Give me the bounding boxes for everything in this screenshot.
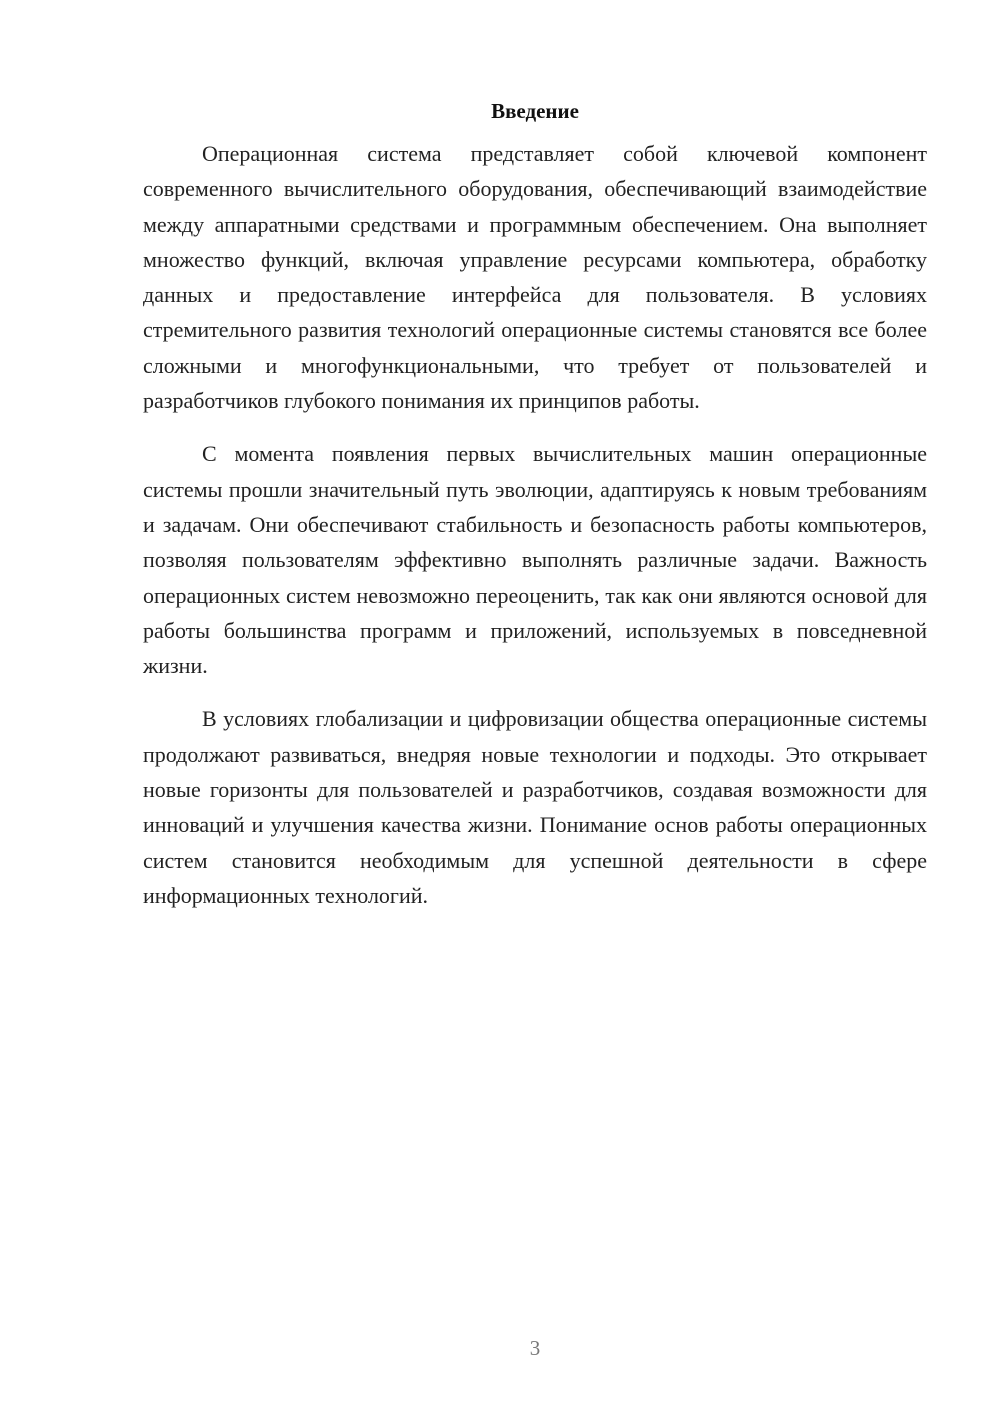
page-number: 3 [529,1336,541,1360]
page-title: Введение [491,99,579,123]
paragraph-3: В условиях глобализации и цифровизации общества операционные системы продолжают развиваться, внедряя новые технологии и подходы. Это открывает новые горизонты для пользователей и разработчиков, создавая возможности для инноваций и улучшения качества жизни. Понимание основ работы операционных систем становится необходимым для успешной деятельности в сфере информационных технологий. [143,706,927,908]
page-content [143,96,927,931]
paragraph-1: Операционная система представляет собой ключевой компонент современного вычислительного оборудования, обеспечивающий взаимодействие между аппаратными средствами и программным обеспечением. Она выполняет множество функций, включая управление ресурсами компьютера, обработку данных и предоставление интерфейса для пользователя. В условиях стремительного развития технологий операционные системы становятся все более сложными и многофункциональными, что требует от пользователей и разработчиков глубокого понимания их принципов работы. [143,141,927,414]
paragraph-2: С момента появления первых вычислительных машин операционные системы прошли значительный путь эволюции, адаптируясь к новым требованиям и задачам. Они обеспечивают стабильность и безопасность работы компьютеров, позволяя пользователям эффективно выполнять различные задачи. Важность операционных систем невозможно переоценить, так как они являются основой для работы большинства программ и приложений, используемых в повседневной жизни. [143,441,927,679]
